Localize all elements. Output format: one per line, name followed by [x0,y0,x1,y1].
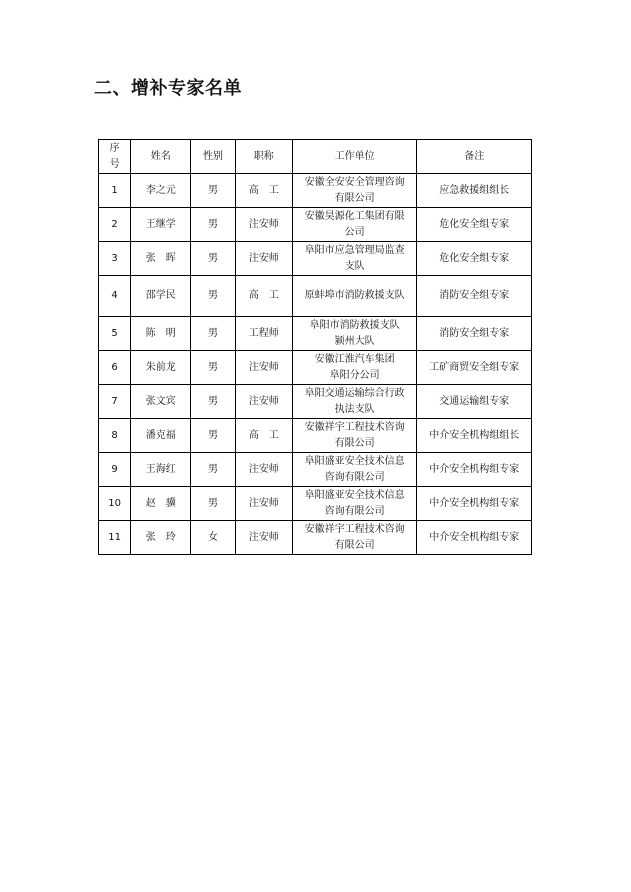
table-row [99,276,532,317]
cell-unit-line: 公司 [344,226,365,238]
cell-note: 中介安全机构组专家 [417,453,532,487]
cell-no: 5 [99,317,131,351]
cell-unit-line: 有限公司 [334,437,375,449]
cell-unit-line: 阜阳市消防救援支队 [309,319,400,331]
cell-name: 邵学民 [131,276,191,317]
cell-no: 8 [99,419,131,453]
cell-note: 工矿商贸安全组专家 [417,351,532,385]
table-row [99,419,532,453]
cell-no: 11 [99,521,131,555]
cell-unit-line: 原蚌埠市消防救援支队 [304,290,405,301]
cell-name: 潘克福 [131,419,191,453]
cell-note: 中介安全机构组组长 [417,419,532,453]
cell-no: 6 [99,351,131,385]
cell-no: 2 [99,208,131,242]
cell-sex: 男 [191,385,235,419]
expert-table [98,139,532,555]
cell-unit [292,242,417,276]
cell-sex: 女 [191,521,235,555]
cell-unit [292,174,417,208]
header-unit: 工作单位 [292,140,417,174]
cell-unit-line: 咨询有限公司 [324,471,385,483]
cell-unit-line: 安徽江淮汽车集团 [314,353,395,365]
cell-no: 3 [99,242,131,276]
cell-unit [292,351,417,385]
cell-note: 中介安全机构组专家 [417,487,532,521]
cell-sex: 男 [191,208,235,242]
cell-unit-line: 阜阳交通运输综合行政 [304,387,405,399]
cell-note: 消防安全组专家 [417,317,532,351]
cell-no: 10 [99,487,131,521]
cell-unit-line: 安徽祥宇工程技术咨询 [304,523,405,535]
cell-title: 注安师 [235,385,292,419]
cell-sex: 男 [191,276,235,317]
cell-unit [292,521,417,555]
cell-unit [292,208,417,242]
table-row [99,487,532,521]
cell-unit [292,385,417,419]
cell-unit [292,419,417,453]
cell-name: 张 玲 [131,521,191,555]
table-row [99,174,532,208]
header-title: 职称 [235,140,292,174]
header-sex: 性别 [191,140,235,174]
page-title: 二、增补专家名单 [94,78,242,99]
cell-title: 注安师 [235,453,292,487]
cell-unit-line: 颍州大队 [334,335,375,347]
cell-unit-line: 安徽全安安全管理咨询 [304,176,405,188]
cell-note: 危化安全组专家 [417,242,532,276]
cell-title: 注安师 [235,242,292,276]
cell-name: 朱前龙 [131,351,191,385]
cell-sex: 男 [191,242,235,276]
cell-unit-line: 安徽祥宇工程技术咨询 [304,421,405,433]
table-row [99,208,532,242]
header-note: 备注 [417,140,532,174]
cell-title: 注安师 [235,351,292,385]
cell-note: 中介安全机构组专家 [417,521,532,555]
cell-title: 注安师 [235,487,292,521]
cell-unit [292,276,417,317]
table-header-row [99,140,532,174]
cell-title: 工程师 [235,317,292,351]
cell-unit-line: 有限公司 [334,539,375,551]
cell-sex: 男 [191,174,235,208]
table-row [99,317,532,351]
cell-unit [292,487,417,521]
cell-name: 陈 明 [131,317,191,351]
cell-unit-line: 阜阳盛亚安全技术信息 [304,489,405,501]
cell-name: 王继学 [131,208,191,242]
cell-unit-line: 阜阳盛亚安全技术信息 [304,455,405,467]
cell-unit-line: 安徽昊源化工集团有限 [304,210,405,222]
cell-sex: 男 [191,317,235,351]
header-no: 序 号 [99,140,131,174]
table-row [99,242,532,276]
cell-sex: 男 [191,351,235,385]
cell-title: 高 工 [235,174,292,208]
cell-unit [292,317,417,351]
cell-note: 危化安全组专家 [417,208,532,242]
cell-sex: 男 [191,419,235,453]
cell-unit-line: 执法支队 [334,403,375,415]
cell-title: 注安师 [235,208,292,242]
table-row [99,521,532,555]
cell-note: 交通运输组专家 [417,385,532,419]
cell-unit-line: 阜阳市应急管理局监查 [304,244,405,256]
cell-no: 1 [99,174,131,208]
table-row [99,351,532,385]
cell-unit-line: 阜阳分公司 [329,369,380,381]
cell-no: 9 [99,453,131,487]
cell-note: 应急救援组组长 [417,174,532,208]
cell-name: 李之元 [131,174,191,208]
cell-sex: 男 [191,487,235,521]
cell-unit-line: 有限公司 [334,192,375,204]
cell-title: 注安师 [235,521,292,555]
table-row [99,385,532,419]
cell-name: 张 晖 [131,242,191,276]
cell-title: 高 工 [235,419,292,453]
cell-unit-line: 支队 [344,260,365,272]
cell-name: 王海红 [131,453,191,487]
cell-note: 消防安全组专家 [417,276,532,317]
cell-unit [292,453,417,487]
cell-no: 4 [99,276,131,317]
cell-no: 7 [99,385,131,419]
cell-title: 高 工 [235,276,292,317]
header-name: 姓名 [131,140,191,174]
table-row [99,453,532,487]
cell-name: 张文宾 [131,385,191,419]
cell-name: 赵 骥 [131,487,191,521]
cell-sex: 男 [191,453,235,487]
cell-unit-line: 咨询有限公司 [324,505,385,517]
